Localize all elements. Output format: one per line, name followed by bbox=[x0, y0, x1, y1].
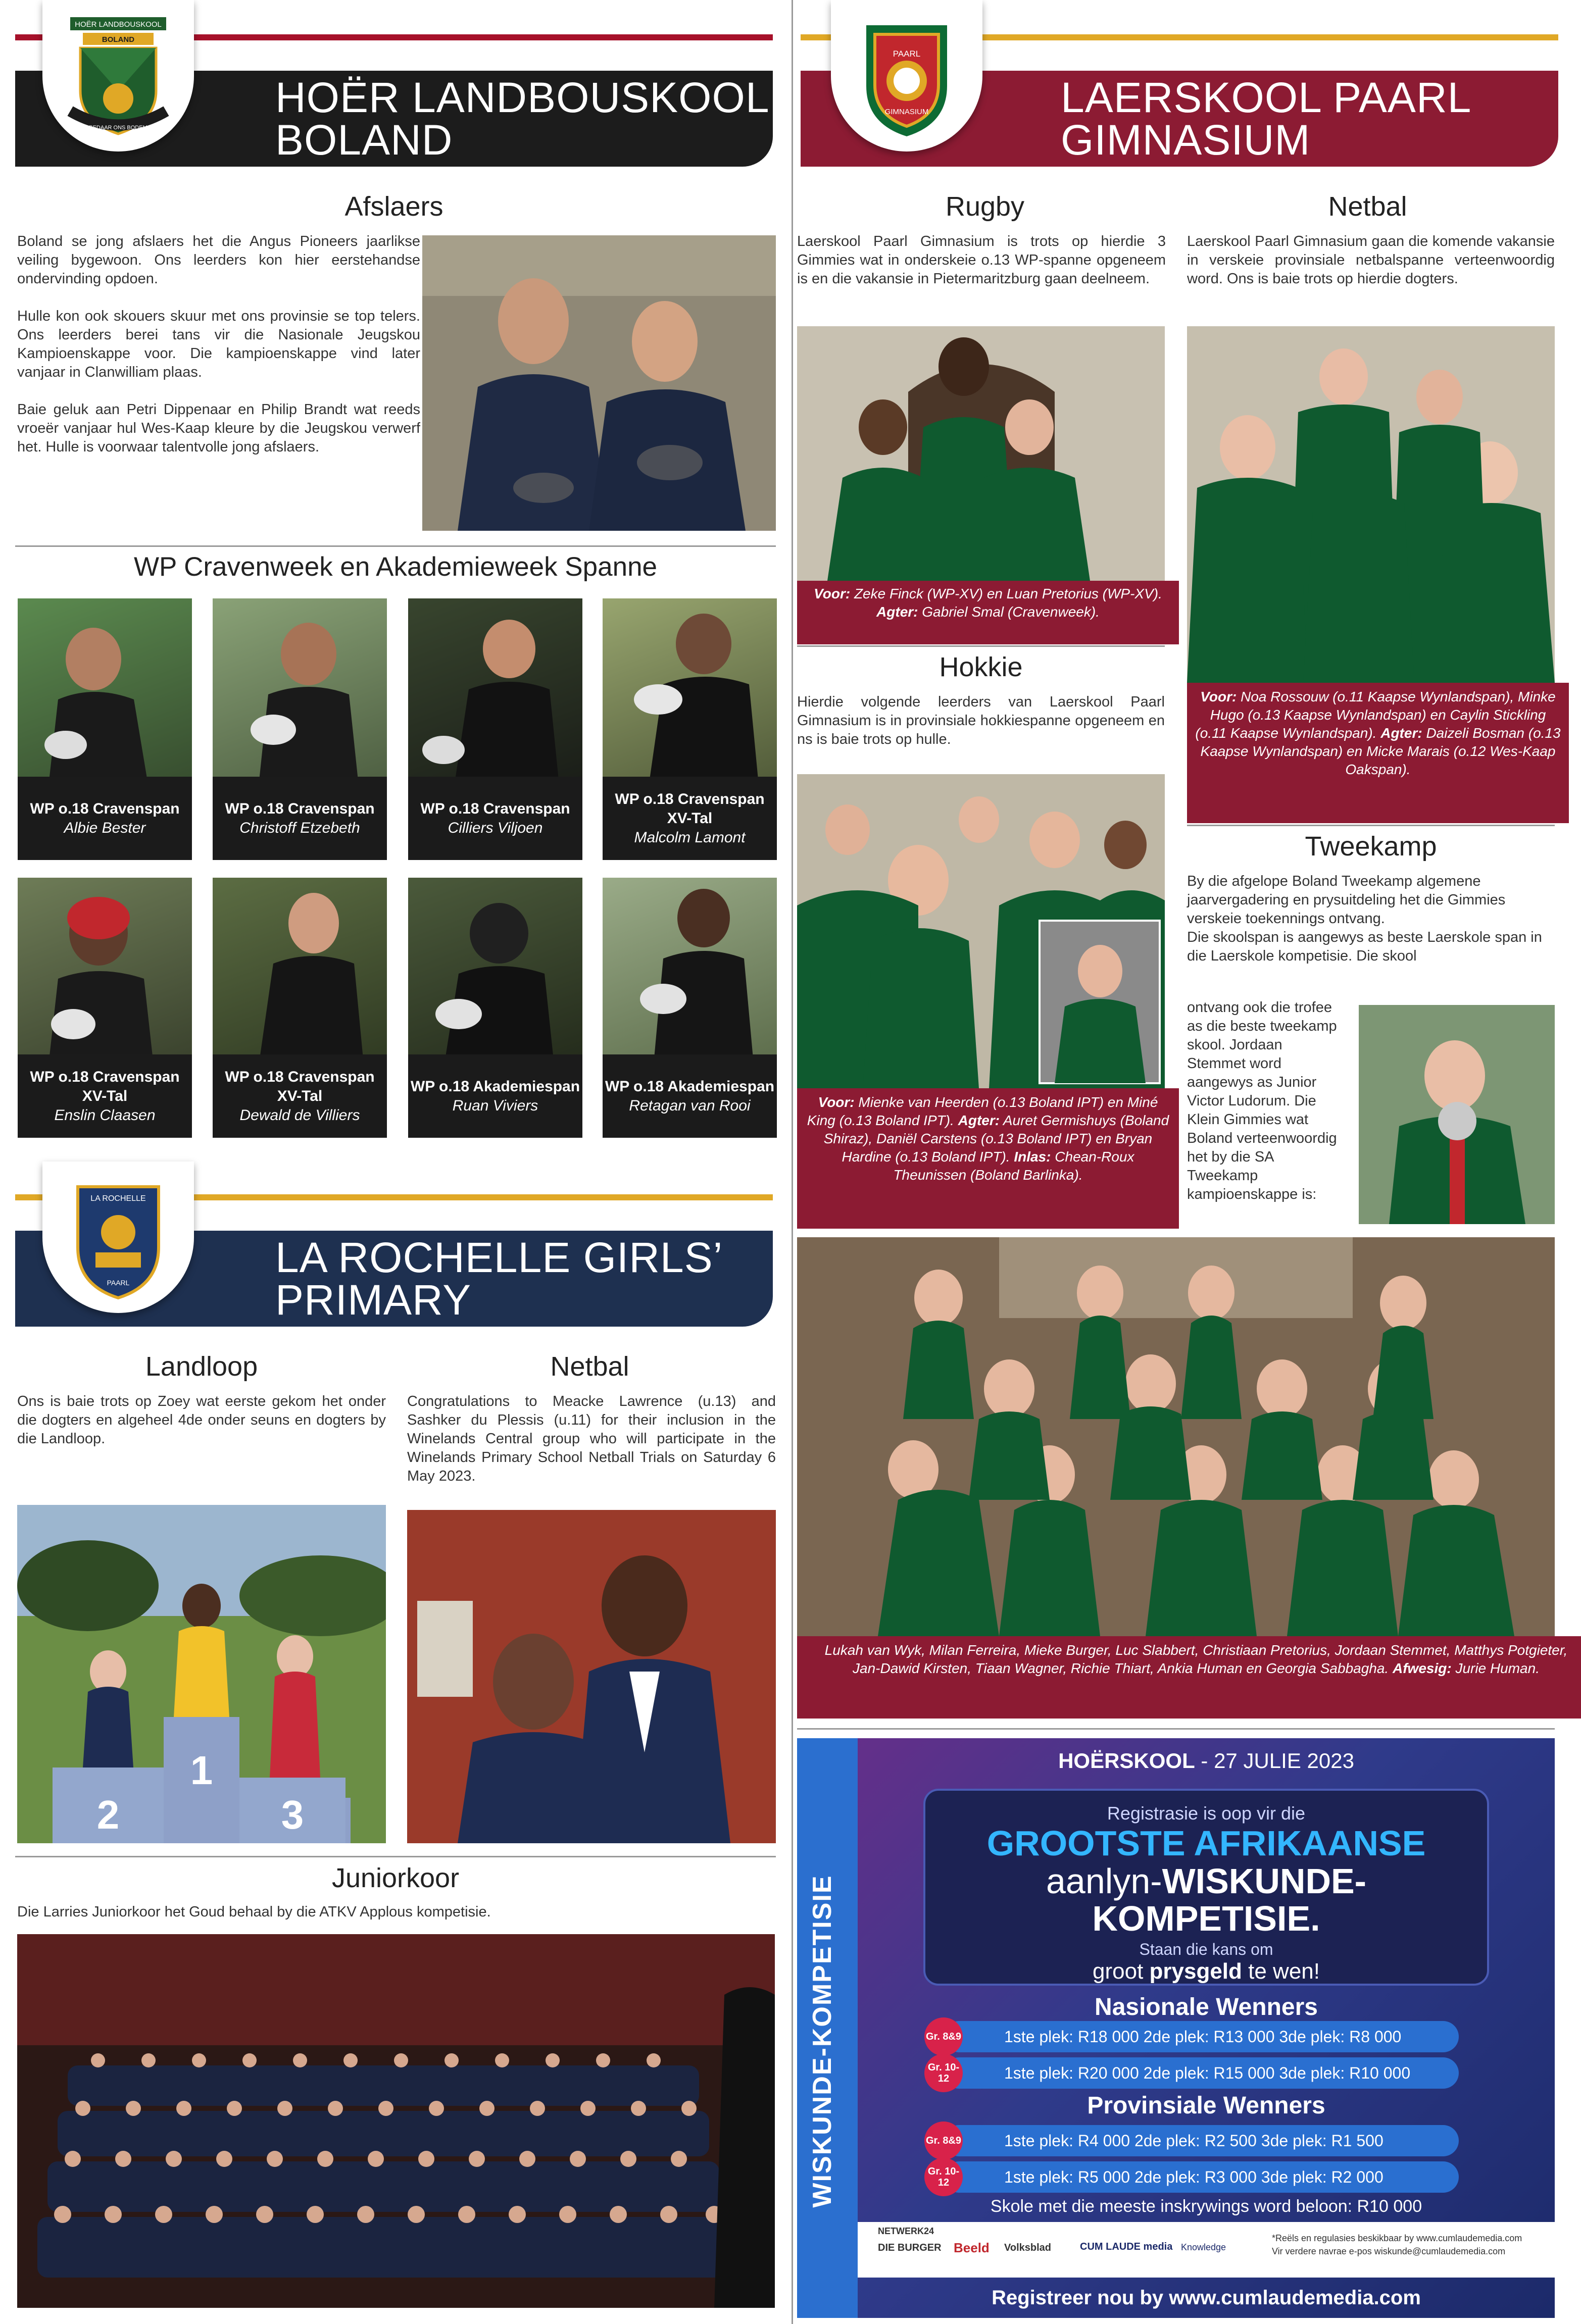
tweekamp-photo bbox=[1359, 1005, 1555, 1224]
ad-logo-volksblad: Volksblad bbox=[1004, 2242, 1051, 2253]
ad-grade-badge: Gr. 8&9 bbox=[924, 2017, 963, 2056]
landloop-heading: Landloop bbox=[145, 1351, 258, 1382]
player-name: Malcolm Lamont bbox=[634, 829, 746, 846]
tweekamp-text-top bbox=[1187, 872, 1555, 966]
ad-provinsiale: Provinsiale Wenners bbox=[1087, 2092, 1325, 2119]
player-caption-4 bbox=[603, 777, 777, 860]
tweekamp-group-photo bbox=[797, 1237, 1555, 1636]
netbal-cap-agter: Agter: bbox=[1380, 725, 1422, 741]
ad-nasionale: Nasionale Wenners bbox=[1095, 1994, 1318, 2020]
ad-rules-1: *Reëls en regulasies beskikbaar by www.cumlaudemedia.com bbox=[1272, 2233, 1522, 2243]
player-team: WP o.18 Cravenspan bbox=[30, 800, 180, 817]
paarl-title-line2: GIMNASIUM bbox=[1061, 116, 1311, 164]
netbal-cap-voor: Voor: bbox=[1200, 689, 1237, 704]
podium-first: 1 bbox=[190, 1748, 213, 1793]
ad-side-text: WISKUNDE-KOMPETISIE bbox=[808, 1875, 837, 2208]
ad-chance-2a: groot bbox=[1093, 1959, 1150, 1984]
hokkie-heading: Hokkie bbox=[939, 652, 1023, 682]
hokkie-photo bbox=[797, 774, 1165, 1088]
rochelle-title-line1: LA ROCHELLE GIRLS’ bbox=[275, 1234, 723, 1281]
rochelle-divider bbox=[15, 1856, 776, 1857]
rochelle-netbal-text: Congratulations to Meacke Lawrence (u.13) and Sashker du Plessis (u.11) for their inclusion in the Winelands Central group who will participate in the Winelands Primary School Netball Trials on Saturday 6 May 2023. bbox=[407, 1393, 776, 1484]
hokkie-cap-agter-text: Auret Germishuys (Boland Shiraz), Daniël Carstens (o.13 Boland IPT) en Bryan Hardine (o.13 Boland IPT). bbox=[823, 1113, 1169, 1165]
paarl-netbal-divider bbox=[1187, 825, 1555, 826]
ad-logo-cumlaude: CUM LAUDE media bbox=[1080, 2241, 1173, 2252]
player-caption-7 bbox=[408, 1054, 582, 1138]
ad-row-provinsiale-10-12: 1ste plek: R5 000 2de plek: R3 000 3de plek: R2 000 bbox=[944, 2161, 1459, 2193]
player-name: Ruan Viviers bbox=[452, 1097, 538, 1114]
boland-divider-1 bbox=[15, 545, 776, 547]
svg-text:LA ROCHELLE: LA ROCHELLE bbox=[90, 1194, 146, 1203]
player-name: Retagan van Rooi bbox=[629, 1097, 751, 1114]
afslaers-photo bbox=[422, 235, 776, 531]
player-caption-1 bbox=[18, 777, 192, 860]
afslaers-text bbox=[17, 232, 420, 457]
ad-grade-badge: Gr. 10-12 bbox=[924, 2158, 963, 2196]
rugby-cap-voor: Voor: bbox=[814, 586, 851, 601]
ad-rules-2: Vir verdere navrae e-pos wiskunde@cumlaudemedia.com bbox=[1272, 2246, 1506, 2256]
ad-logo-knowledge: Knowledge bbox=[1181, 2242, 1226, 2252]
paarl-bottom-divider bbox=[797, 1728, 1555, 1730]
tweekamp-paragraph-1: By die afgelope Boland Tweekamp algemene jaarvergadering en prysuitdeling het die Gimmies verskeie toekennings ontvang. bbox=[1187, 873, 1506, 927]
rugby-cap-voor-text: Zeke Finck (WP-XV) en Luan Pretorius (WP-XV). bbox=[854, 586, 1162, 601]
group-caption-afwesig-text: Jurie Human. bbox=[1455, 1660, 1540, 1676]
ad-grade-badge: Gr. 8&9 bbox=[924, 2121, 963, 2160]
ad-headline-1: GROOTSTE AFRIKAANSE bbox=[986, 1824, 1426, 1863]
rugby-text: Laerskool Paarl Gimnasium is trots op hierdie 3 Gimmies wat in onderskeie o.13 WP-spanne opgeneem is en die vakansie in Pietermaritzburg gaan deelneem. bbox=[797, 233, 1166, 287]
svg-text:HOËR LANDBOUSKOOL: HOËR LANDBOUSKOOL bbox=[75, 20, 162, 29]
player-team: WP o.18 Akademiespan bbox=[605, 1078, 775, 1095]
player-team: WP o.18 Cravenspan XV-Tal bbox=[615, 790, 765, 827]
column-divider bbox=[792, 0, 793, 2324]
rugby-cap-agter: Agter: bbox=[876, 604, 918, 620]
player-team: WP o.18 Cravenspan bbox=[225, 800, 375, 817]
hokkie-cap-agter: Agter: bbox=[958, 1113, 1000, 1128]
juniorkoor-photo bbox=[17, 1934, 775, 2308]
group-caption-names: Lukah van Wyk, Milan Ferreira, Mieke Burger, Luc Slabbert, Christiaan Pretorius, Jordaan Stemmet, Matthys Potgieter, Jan-Dawid Kirsten, Tiaan Wagner, Richie Thiart, Ankia Human en Georgia Sabbagha. bbox=[824, 1642, 1568, 1676]
afslaers-heading: Afslaers bbox=[344, 191, 443, 222]
ad-row-nasionale-10-12: 1ste plek: R20 000 2de plek: R15 000 3de plek: R10 000 bbox=[944, 2057, 1459, 2089]
paarl-netbal-caption bbox=[1187, 683, 1569, 823]
svg-text:BOLAND: BOLAND bbox=[102, 35, 135, 44]
hokkie-caption bbox=[797, 1088, 1179, 1229]
player-name: Enslin Claasen bbox=[54, 1106, 156, 1124]
player-team: WP o.18 Cravenspan XV-Tal bbox=[30, 1068, 180, 1104]
paarl-crest bbox=[831, 0, 982, 151]
ad-logo-strip bbox=[858, 2222, 1555, 2278]
ad-reg-line: Registrasie is oop vir die bbox=[1107, 1803, 1306, 1824]
tweekamp-paragraph-3: ontvang ook die trofee as die beste tweekamp skool. Jordaan Stemmet word aangewys as Junior Victor Ludorum. Die Klein Gimmies wat Boland verteenwoordig het by die SA Tweekamp kampioenskappe is: bbox=[1187, 999, 1337, 1202]
ad-headline-2a: aanlyn- bbox=[1046, 1861, 1162, 1901]
podium-third: 3 bbox=[281, 1792, 304, 1837]
svg-text:PAARL: PAARL bbox=[893, 49, 921, 59]
afslaers-paragraph-2: Hulle kon ook skouers skuur met ons provinsie se top telers. Ons leerders berei tans vir die Nasionale Jeugskou Kampioenskappe voor. Die kampioenskappe vind later vanjaar in Clanwilliam plaas. bbox=[17, 308, 420, 380]
paarl-netbal-photo bbox=[1187, 326, 1555, 683]
paarl-rugby-divider bbox=[797, 645, 1165, 647]
juniorkoor-text: Die Larries Juniorkoor het Goud behaal by die ATKV Applous kompetisie. bbox=[17, 1904, 491, 1920]
ad-grade-badge: Gr. 10-12 bbox=[924, 2054, 963, 2092]
afslaers-paragraph-3: Baie geluk aan Petri Dippenaar en Philip Brandt wat reeds vroeër vanjaar hul Wes-Kaap kleure by die Jeugskou verwerf het. Hulle is voorwaar talentvolle jong afslaers. bbox=[17, 401, 420, 455]
rugby-heading: Rugby bbox=[945, 191, 1025, 222]
podium-second: 2 bbox=[96, 1792, 120, 1837]
hokkie-cap-voor: Voor: bbox=[818, 1094, 855, 1110]
player-team: WP o.18 Cravenspan bbox=[420, 800, 570, 817]
player-name: Dewald de Villiers bbox=[239, 1106, 360, 1124]
ad-schools: Skole met die meeste inskrywings word beloon: R10 000 bbox=[990, 2197, 1422, 2216]
ad-logo-burger: DIE BURGER bbox=[878, 2242, 942, 2253]
hokkie-text: Hierdie volgende leerders van Laerskool Paarl Gimnasium is in provinsiale hokkiespanne opgeneem en ns is baie trots op hulle. bbox=[797, 694, 1165, 747]
player-team: WP o.18 Akademiespan bbox=[410, 1078, 580, 1095]
player-name: Cilliers Viljoen bbox=[448, 819, 543, 836]
player-caption-2 bbox=[213, 777, 387, 860]
tweekamp-heading: Tweekamp bbox=[1305, 831, 1437, 862]
ad-row-nasionale-8-9: 1ste plek: R18 000 2de plek: R13 000 3de plek: R8 000 bbox=[944, 2021, 1459, 2052]
ad-row-provinsiale-8-9: 1ste plek: R4 000 2de plek: R2 500 3de plek: R1 500 bbox=[944, 2125, 1459, 2156]
netbal-cap-agter-text: Daizeli Bosman (o.13 Kaapse Wynlandspan) en Micke Marais (o.12 Wes-Kaap Oakspan). bbox=[1200, 725, 1561, 777]
rochelle-title-line2: PRIMARY bbox=[275, 1276, 472, 1324]
ad-top-line bbox=[858, 1738, 1555, 1784]
ad-logo-beeld: Beeld bbox=[954, 2240, 990, 2255]
paarl-netbal-heading: Netbal bbox=[1328, 191, 1407, 222]
player-name: Albie Bester bbox=[64, 819, 146, 836]
player-caption-3 bbox=[408, 777, 582, 860]
rugby-caption bbox=[797, 581, 1179, 644]
group-caption bbox=[797, 1636, 1581, 1719]
hokkie-cap-inlas: Inlas: bbox=[1014, 1149, 1051, 1165]
player-caption-8 bbox=[603, 1054, 777, 1138]
ad-chance-2c: te wen! bbox=[1242, 1959, 1320, 1984]
tweekamp-paragraph-2: Die skoolspan is aangewys as beste Laerskole span in die Laerskole kompetisie. Die skool bbox=[1187, 929, 1542, 964]
rochelle-netbal-photo bbox=[407, 1510, 776, 1843]
landloop-photo bbox=[17, 1505, 386, 1843]
afslaers-paragraph-1: Boland se jong afslaers het die Angus Pioneers jaarlikse veiling bygewoon. Ons leerders kon hier eerstehandse ondervinding opdoen. bbox=[17, 233, 420, 287]
rochelle-crest bbox=[42, 1161, 194, 1313]
ad-chance-2b: prysgeld bbox=[1149, 1959, 1242, 1984]
rugby-photo bbox=[797, 326, 1165, 581]
player-caption-6 bbox=[213, 1054, 387, 1138]
paarl-netbal-text: Laerskool Paarl Gimnasium gaan die komende vakansie in verskeie provinsiale netbalspanne verteenwoordig word. Ons is baie trots op hierdie dogters. bbox=[1187, 233, 1555, 287]
player-team: WP o.18 Cravenspan XV-Tal bbox=[225, 1068, 375, 1104]
juniorkoor-heading: Juniorkoor bbox=[331, 1863, 460, 1893]
player-caption-5 bbox=[18, 1054, 192, 1138]
ad-headline-3: KOMPETISIE. bbox=[1092, 1899, 1320, 1938]
svg-text:BEDAAR ONS BODEM: BEDAAR ONS BODEM bbox=[89, 125, 147, 131]
ad-register[interactable]: Registreer nou by www.cumlaudemedia.com bbox=[992, 2287, 1421, 2309]
netbal-cap-voor-text: Noa Rossouw (o.11 Kaapse Wynlandspan), Minke Hugo (o.13 Kaapse Wynlandspan) en Caylin Stickling (o.11 Kaapse Wynlandspan). bbox=[1195, 689, 1556, 741]
landloop-text: Ons is baie trots op Zoey wat eerste gekom het onder die dogters en algeheel 4de onder seuns en dogters by die Landloop. bbox=[17, 1393, 386, 1447]
boland-crest bbox=[42, 0, 194, 151]
ad-network-label: NETWERK24 bbox=[878, 2226, 934, 2236]
boland-title-line2: BOLAND bbox=[275, 116, 453, 164]
wp-heading: WP Cravenweek en Akademieweek Spanne bbox=[133, 552, 658, 582]
rugby-cap-agter-text: Gabriel Smal (Cravenweek). bbox=[922, 604, 1100, 620]
hokkie-cap-voor-text: Mienke van Heerden (o.13 Boland IPT) en Miné King (o.13 Boland IPT). bbox=[807, 1094, 1158, 1128]
rochelle-netbal-heading: Netbal bbox=[550, 1351, 629, 1382]
hokkie-cap-inlas-text: Chean-Roux Theunissen (Boland Barlinka). bbox=[893, 1149, 1134, 1183]
ad-headline-box bbox=[923, 1789, 1489, 1986]
ad-headline-2b: WISKUNDE- bbox=[1162, 1861, 1366, 1901]
paarl-title-line1: LAERSKOOL PAARL bbox=[1061, 74, 1472, 121]
group-caption-afwesig: Afwesig: bbox=[1393, 1660, 1452, 1676]
player-name: Christoff Etzebeth bbox=[239, 819, 360, 836]
svg-text:GIMNASIUM: GIMNASIUM bbox=[884, 108, 929, 116]
ad-top-date: - 27 JULIE 2023 bbox=[1195, 1749, 1354, 1773]
ad-chance-1: Staan die kans om bbox=[1139, 1940, 1273, 1958]
svg-text:PAARL: PAARL bbox=[107, 1279, 130, 1287]
boland-title-line1: HOËR LANDBOUSKOOL bbox=[275, 74, 770, 121]
ad-top-school: HOËRSKOOL bbox=[1058, 1749, 1195, 1773]
